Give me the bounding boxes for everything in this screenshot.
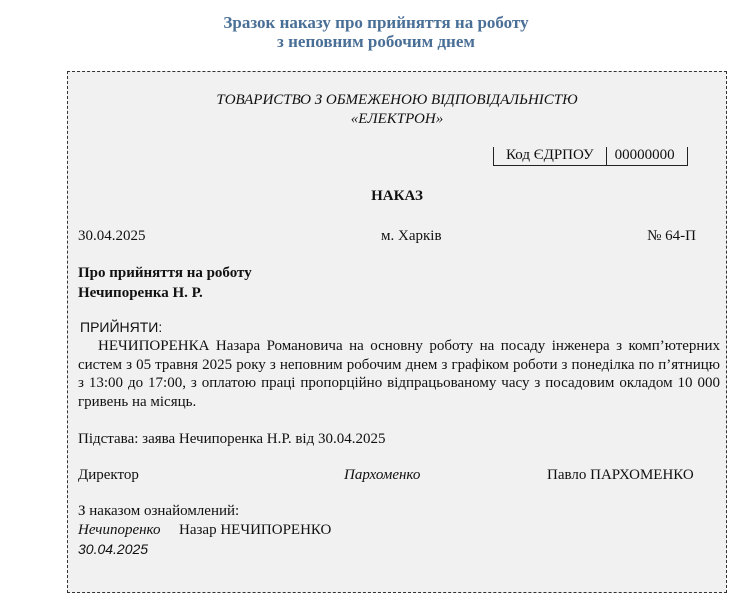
order-subject-line2: Нечипоренка Н. Р.: [78, 285, 203, 301]
order-date: 30.04.2025: [78, 228, 146, 244]
edrpou-code-box: [493, 147, 688, 166]
edrpou-value: 00000000: [606, 147, 687, 165]
director-name: Павло ПАРХОМЕНКО: [547, 467, 694, 483]
page-title: [0, 13, 752, 51]
acknowledgement-label: З наказом ознайомлений:: [78, 503, 240, 519]
director-signature: Пархоменко: [344, 467, 421, 483]
acknowledgement-date: 30.04.2025: [78, 541, 149, 557]
order-body: [78, 337, 720, 412]
order-document: [67, 71, 727, 593]
order-subject-line1: Про прийняття на роботу: [78, 265, 252, 281]
order-title: НАКАЗ: [371, 188, 423, 204]
page-title-line1: Зразок наказу про прийняття на роботу: [223, 13, 529, 32]
organization-line1: ТОВАРИСТВО З ОБМЕЖЕНОЮ ВІДПОВІДАЛЬНІСТЮ: [216, 92, 578, 108]
employee-signature: Нечипоренко: [78, 522, 161, 538]
order-verb: ПРИЙНЯТИ:: [80, 319, 163, 335]
director-label: Директор: [78, 467, 139, 483]
edrpou-label: Код ЄДРПОУ: [506, 147, 594, 163]
page-title-line2: з неповним робочим днем: [277, 32, 475, 51]
order-body-text: НЕЧИПОРЕНКА Назара Романовича на основну роботу на посаду інженера з комп’ютерних систем з 05 травня 2025 року з неповним робочим днем з графіком роботи з понеділка по п’ятницю з 13:00 до 17:00, з оплатою праці пропорційно відпрацьованому часу з посадовим окладом 10 000 гривень на місяць.: [78, 338, 720, 411]
organization-line2: «ЕЛЕКТРОН»: [350, 111, 444, 127]
order-number: № 64-П: [647, 228, 696, 244]
organization-name: [68, 91, 726, 129]
employee-name: Назар НЕЧИПОРЕНКО: [179, 522, 332, 538]
order-basis: Підстава: заява Нечипоренка Н.Р. від 30.04.2025: [78, 431, 386, 447]
order-city: м. Харків: [381, 228, 442, 244]
